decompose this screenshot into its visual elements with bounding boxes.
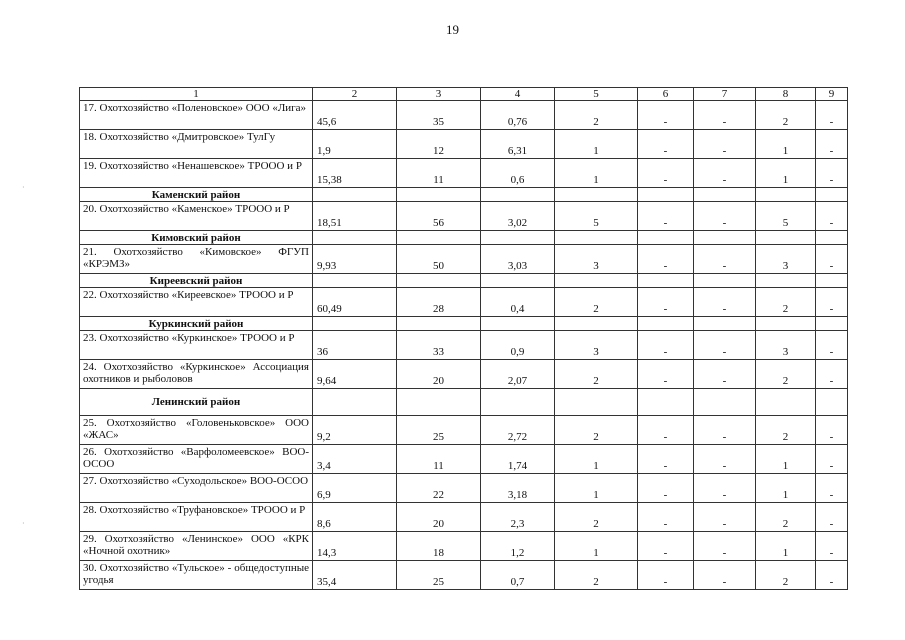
value-col-7: - xyxy=(694,532,756,561)
value-col-8: 1 xyxy=(756,130,816,159)
empty-cell xyxy=(694,231,756,245)
value-col-3: 28 xyxy=(397,288,481,317)
hunting-ground-name: 29. Охотхозяйство «Ленинское» ООО «КРК «Ночной охотник» xyxy=(80,532,313,561)
value-col-4: 3,18 xyxy=(481,474,555,503)
value-col-6: - xyxy=(638,503,694,532)
column-number-4: 4 xyxy=(481,88,555,101)
hunting-ground-name: 19. Охотхозяйство «Ненашевское» ТРООО и Р xyxy=(80,159,313,188)
value-col-4: 0,76 xyxy=(481,101,555,130)
empty-cell xyxy=(555,389,638,416)
value-col-4: 6,31 xyxy=(481,130,555,159)
district-name: Киреевский район xyxy=(80,274,313,288)
value-col-7: - xyxy=(694,245,756,274)
value-col-5: 3 xyxy=(555,331,638,360)
table-row xyxy=(80,561,848,590)
table-row xyxy=(80,416,848,445)
empty-cell xyxy=(638,274,694,288)
value-col-6: - xyxy=(638,202,694,231)
table-row xyxy=(80,474,848,503)
value-col-8: 3 xyxy=(756,245,816,274)
value-col-5: 1 xyxy=(555,130,638,159)
value-col-6: - xyxy=(638,101,694,130)
value-col-9: - xyxy=(816,331,848,360)
value-col-2: 9,2 xyxy=(313,416,397,445)
table-row xyxy=(80,288,848,317)
column-number-7: 7 xyxy=(694,88,756,101)
column-number-3: 3 xyxy=(397,88,481,101)
table-row xyxy=(80,245,848,274)
value-col-5: 1 xyxy=(555,532,638,561)
empty-cell xyxy=(397,274,481,288)
empty-cell xyxy=(816,317,848,331)
district-name: Ленинский район xyxy=(80,389,313,416)
column-number-8: 8 xyxy=(756,88,816,101)
hunting-ground-name: 21. Охотхозяйство «Кимовское» ФГУП «КРЭМЗ» xyxy=(80,245,313,274)
column-number-row xyxy=(80,88,848,101)
value-col-9: - xyxy=(816,202,848,231)
hunting-grounds-table xyxy=(79,87,848,590)
table-row xyxy=(80,445,848,474)
column-number-9: 9 xyxy=(816,88,848,101)
empty-cell xyxy=(481,274,555,288)
value-col-6: - xyxy=(638,245,694,274)
value-col-2: 3,4 xyxy=(313,445,397,474)
value-col-7: - xyxy=(694,416,756,445)
value-col-5: 3 xyxy=(555,245,638,274)
value-col-7: - xyxy=(694,503,756,532)
value-col-4: 1,74 xyxy=(481,445,555,474)
value-col-3: 33 xyxy=(397,331,481,360)
hunting-ground-name: 28. Охотхозяйство «Труфановское» ТРООО и Р xyxy=(80,503,313,532)
value-col-7: - xyxy=(694,101,756,130)
value-col-3: 25 xyxy=(397,416,481,445)
empty-cell xyxy=(694,188,756,202)
value-col-4: 0,7 xyxy=(481,561,555,590)
empty-cell xyxy=(756,188,816,202)
value-col-7: - xyxy=(694,561,756,590)
value-col-3: 22 xyxy=(397,474,481,503)
value-col-5: 2 xyxy=(555,360,638,389)
empty-cell xyxy=(313,231,397,245)
empty-cell xyxy=(555,317,638,331)
value-col-2: 14,3 xyxy=(313,532,397,561)
value-col-9: - xyxy=(816,360,848,389)
column-number-6: 6 xyxy=(638,88,694,101)
value-col-4: 0,9 xyxy=(481,331,555,360)
value-col-6: - xyxy=(638,130,694,159)
value-col-2: 60,49 xyxy=(313,288,397,317)
district-name: Кимовский район xyxy=(80,231,313,245)
table-row xyxy=(80,532,848,561)
hunting-ground-name: 23. Охотхозяйство «Куркинское» ТРООО и Р xyxy=(80,331,313,360)
hunting-ground-name: 27. Охотхозяйство «Суходольское» ВОО-ОСОО xyxy=(80,474,313,503)
value-col-2: 36 xyxy=(313,331,397,360)
value-col-7: - xyxy=(694,130,756,159)
table-row xyxy=(80,331,848,360)
value-col-3: 11 xyxy=(397,159,481,188)
value-col-2: 1,9 xyxy=(313,130,397,159)
value-col-4: 2,72 xyxy=(481,416,555,445)
value-col-9: - xyxy=(816,245,848,274)
value-col-5: 2 xyxy=(555,101,638,130)
empty-cell xyxy=(481,188,555,202)
value-col-9: - xyxy=(816,474,848,503)
value-col-4: 2,07 xyxy=(481,360,555,389)
empty-cell xyxy=(313,188,397,202)
value-col-5: 2 xyxy=(555,416,638,445)
column-number-1: 1 xyxy=(80,88,313,101)
value-col-9: - xyxy=(816,288,848,317)
district-header-row xyxy=(80,274,848,288)
scan-speck: · xyxy=(22,519,25,528)
value-col-7: - xyxy=(694,331,756,360)
value-col-3: 11 xyxy=(397,445,481,474)
scan-speck: · xyxy=(22,183,25,192)
value-col-6: - xyxy=(638,331,694,360)
hunting-ground-name: 30. Охотхозяйство «Тульское» - общедоступные угодья xyxy=(80,561,313,590)
empty-cell xyxy=(756,231,816,245)
value-col-7: - xyxy=(694,159,756,188)
empty-cell xyxy=(756,274,816,288)
value-col-2: 9,93 xyxy=(313,245,397,274)
value-col-8: 1 xyxy=(756,474,816,503)
value-col-8: 5 xyxy=(756,202,816,231)
value-col-9: - xyxy=(816,532,848,561)
district-header-row xyxy=(80,389,848,416)
empty-cell xyxy=(397,231,481,245)
value-col-8: 1 xyxy=(756,532,816,561)
value-col-8: 1 xyxy=(756,159,816,188)
value-col-8: 2 xyxy=(756,503,816,532)
value-col-2: 9,64 xyxy=(313,360,397,389)
value-col-4: 0,4 xyxy=(481,288,555,317)
value-col-9: - xyxy=(816,416,848,445)
value-col-3: 50 xyxy=(397,245,481,274)
column-number-5: 5 xyxy=(555,88,638,101)
empty-cell xyxy=(756,317,816,331)
value-col-2: 18,51 xyxy=(313,202,397,231)
value-col-5: 1 xyxy=(555,445,638,474)
value-col-4: 3,03 xyxy=(481,245,555,274)
district-name: Каменский район xyxy=(80,188,313,202)
value-col-9: - xyxy=(816,503,848,532)
value-col-9: - xyxy=(816,561,848,590)
hunting-ground-name: 24. Охотхозяйство «Куркинское» Ассоциация охотников и рыболовов xyxy=(80,360,313,389)
value-col-9: - xyxy=(816,159,848,188)
value-col-6: - xyxy=(638,445,694,474)
empty-cell xyxy=(397,389,481,416)
value-col-7: - xyxy=(694,445,756,474)
empty-cell xyxy=(694,274,756,288)
value-col-3: 18 xyxy=(397,532,481,561)
value-col-5: 1 xyxy=(555,474,638,503)
value-col-4: 3,02 xyxy=(481,202,555,231)
hunting-ground-name: 26. Охотхозяйство «Варфоломеевское» ВОО-ОСОО xyxy=(80,445,313,474)
value-col-3: 12 xyxy=(397,130,481,159)
value-col-8: 2 xyxy=(756,416,816,445)
value-col-9: - xyxy=(816,101,848,130)
value-col-8: 2 xyxy=(756,360,816,389)
value-col-3: 25 xyxy=(397,561,481,590)
hunting-ground-name: 17. Охотхозяйство «Поленовское» ООО «Лига» xyxy=(80,101,313,130)
value-col-5: 2 xyxy=(555,503,638,532)
empty-cell xyxy=(638,188,694,202)
table-row xyxy=(80,101,848,130)
value-col-2: 45,6 xyxy=(313,101,397,130)
district-header-row xyxy=(80,231,848,245)
value-col-7: - xyxy=(694,288,756,317)
value-col-6: - xyxy=(638,474,694,503)
table-row xyxy=(80,202,848,231)
value-col-2: 15,38 xyxy=(313,159,397,188)
value-col-4: 0,6 xyxy=(481,159,555,188)
hunting-ground-name: 20. Охотхозяйство «Каменское» ТРООО и Р xyxy=(80,202,313,231)
value-col-6: - xyxy=(638,288,694,317)
value-col-5: 2 xyxy=(555,561,638,590)
value-col-3: 20 xyxy=(397,503,481,532)
empty-cell xyxy=(816,188,848,202)
empty-cell xyxy=(555,231,638,245)
value-col-7: - xyxy=(694,360,756,389)
value-col-6: - xyxy=(638,561,694,590)
empty-cell xyxy=(313,274,397,288)
value-col-6: - xyxy=(638,159,694,188)
empty-cell xyxy=(313,317,397,331)
table-row xyxy=(80,130,848,159)
value-col-5: 5 xyxy=(555,202,638,231)
value-col-6: - xyxy=(638,416,694,445)
empty-cell xyxy=(816,231,848,245)
empty-cell xyxy=(756,389,816,416)
value-col-8: 3 xyxy=(756,331,816,360)
value-col-9: - xyxy=(816,130,848,159)
district-name: Куркинский район xyxy=(80,317,313,331)
value-col-4: 2,3 xyxy=(481,503,555,532)
empty-cell xyxy=(481,231,555,245)
empty-cell xyxy=(816,389,848,416)
value-col-3: 35 xyxy=(397,101,481,130)
hunting-ground-name: 22. Охотхозяйство «Киреевское» ТРООО и Р xyxy=(80,288,313,317)
value-col-3: 20 xyxy=(397,360,481,389)
page-number: 19 xyxy=(446,22,459,37)
empty-cell xyxy=(555,188,638,202)
hunting-ground-name: 25. Охотхозяйство «Головеньковское» ООО «ЖАС» xyxy=(80,416,313,445)
value-col-8: 2 xyxy=(756,561,816,590)
value-col-8: 2 xyxy=(756,288,816,317)
value-col-5: 1 xyxy=(555,159,638,188)
value-col-8: 2 xyxy=(756,101,816,130)
hunting-ground-name: 18. Охотхозяйство «Дмитровское» ТулГу xyxy=(80,130,313,159)
empty-cell xyxy=(555,274,638,288)
value-col-6: - xyxy=(638,360,694,389)
empty-cell xyxy=(481,389,555,416)
value-col-4: 1,2 xyxy=(481,532,555,561)
district-header-row xyxy=(80,317,848,331)
value-col-2: 35,4 xyxy=(313,561,397,590)
value-col-2: 8,6 xyxy=(313,503,397,532)
empty-cell xyxy=(481,317,555,331)
column-number-2: 2 xyxy=(313,88,397,101)
table-row xyxy=(80,503,848,532)
value-col-5: 2 xyxy=(555,288,638,317)
table-row xyxy=(80,159,848,188)
value-col-3: 56 xyxy=(397,202,481,231)
empty-cell xyxy=(638,231,694,245)
value-col-9: - xyxy=(816,445,848,474)
empty-cell xyxy=(397,317,481,331)
empty-cell xyxy=(397,188,481,202)
empty-cell xyxy=(313,389,397,416)
value-col-7: - xyxy=(694,202,756,231)
empty-cell xyxy=(694,389,756,416)
empty-cell xyxy=(638,317,694,331)
empty-cell xyxy=(694,317,756,331)
value-col-8: 1 xyxy=(756,445,816,474)
value-col-2: 6,9 xyxy=(313,474,397,503)
value-col-6: - xyxy=(638,532,694,561)
table-row xyxy=(80,360,848,389)
empty-cell xyxy=(816,274,848,288)
district-header-row xyxy=(80,188,848,202)
value-col-7: - xyxy=(694,474,756,503)
empty-cell xyxy=(638,389,694,416)
